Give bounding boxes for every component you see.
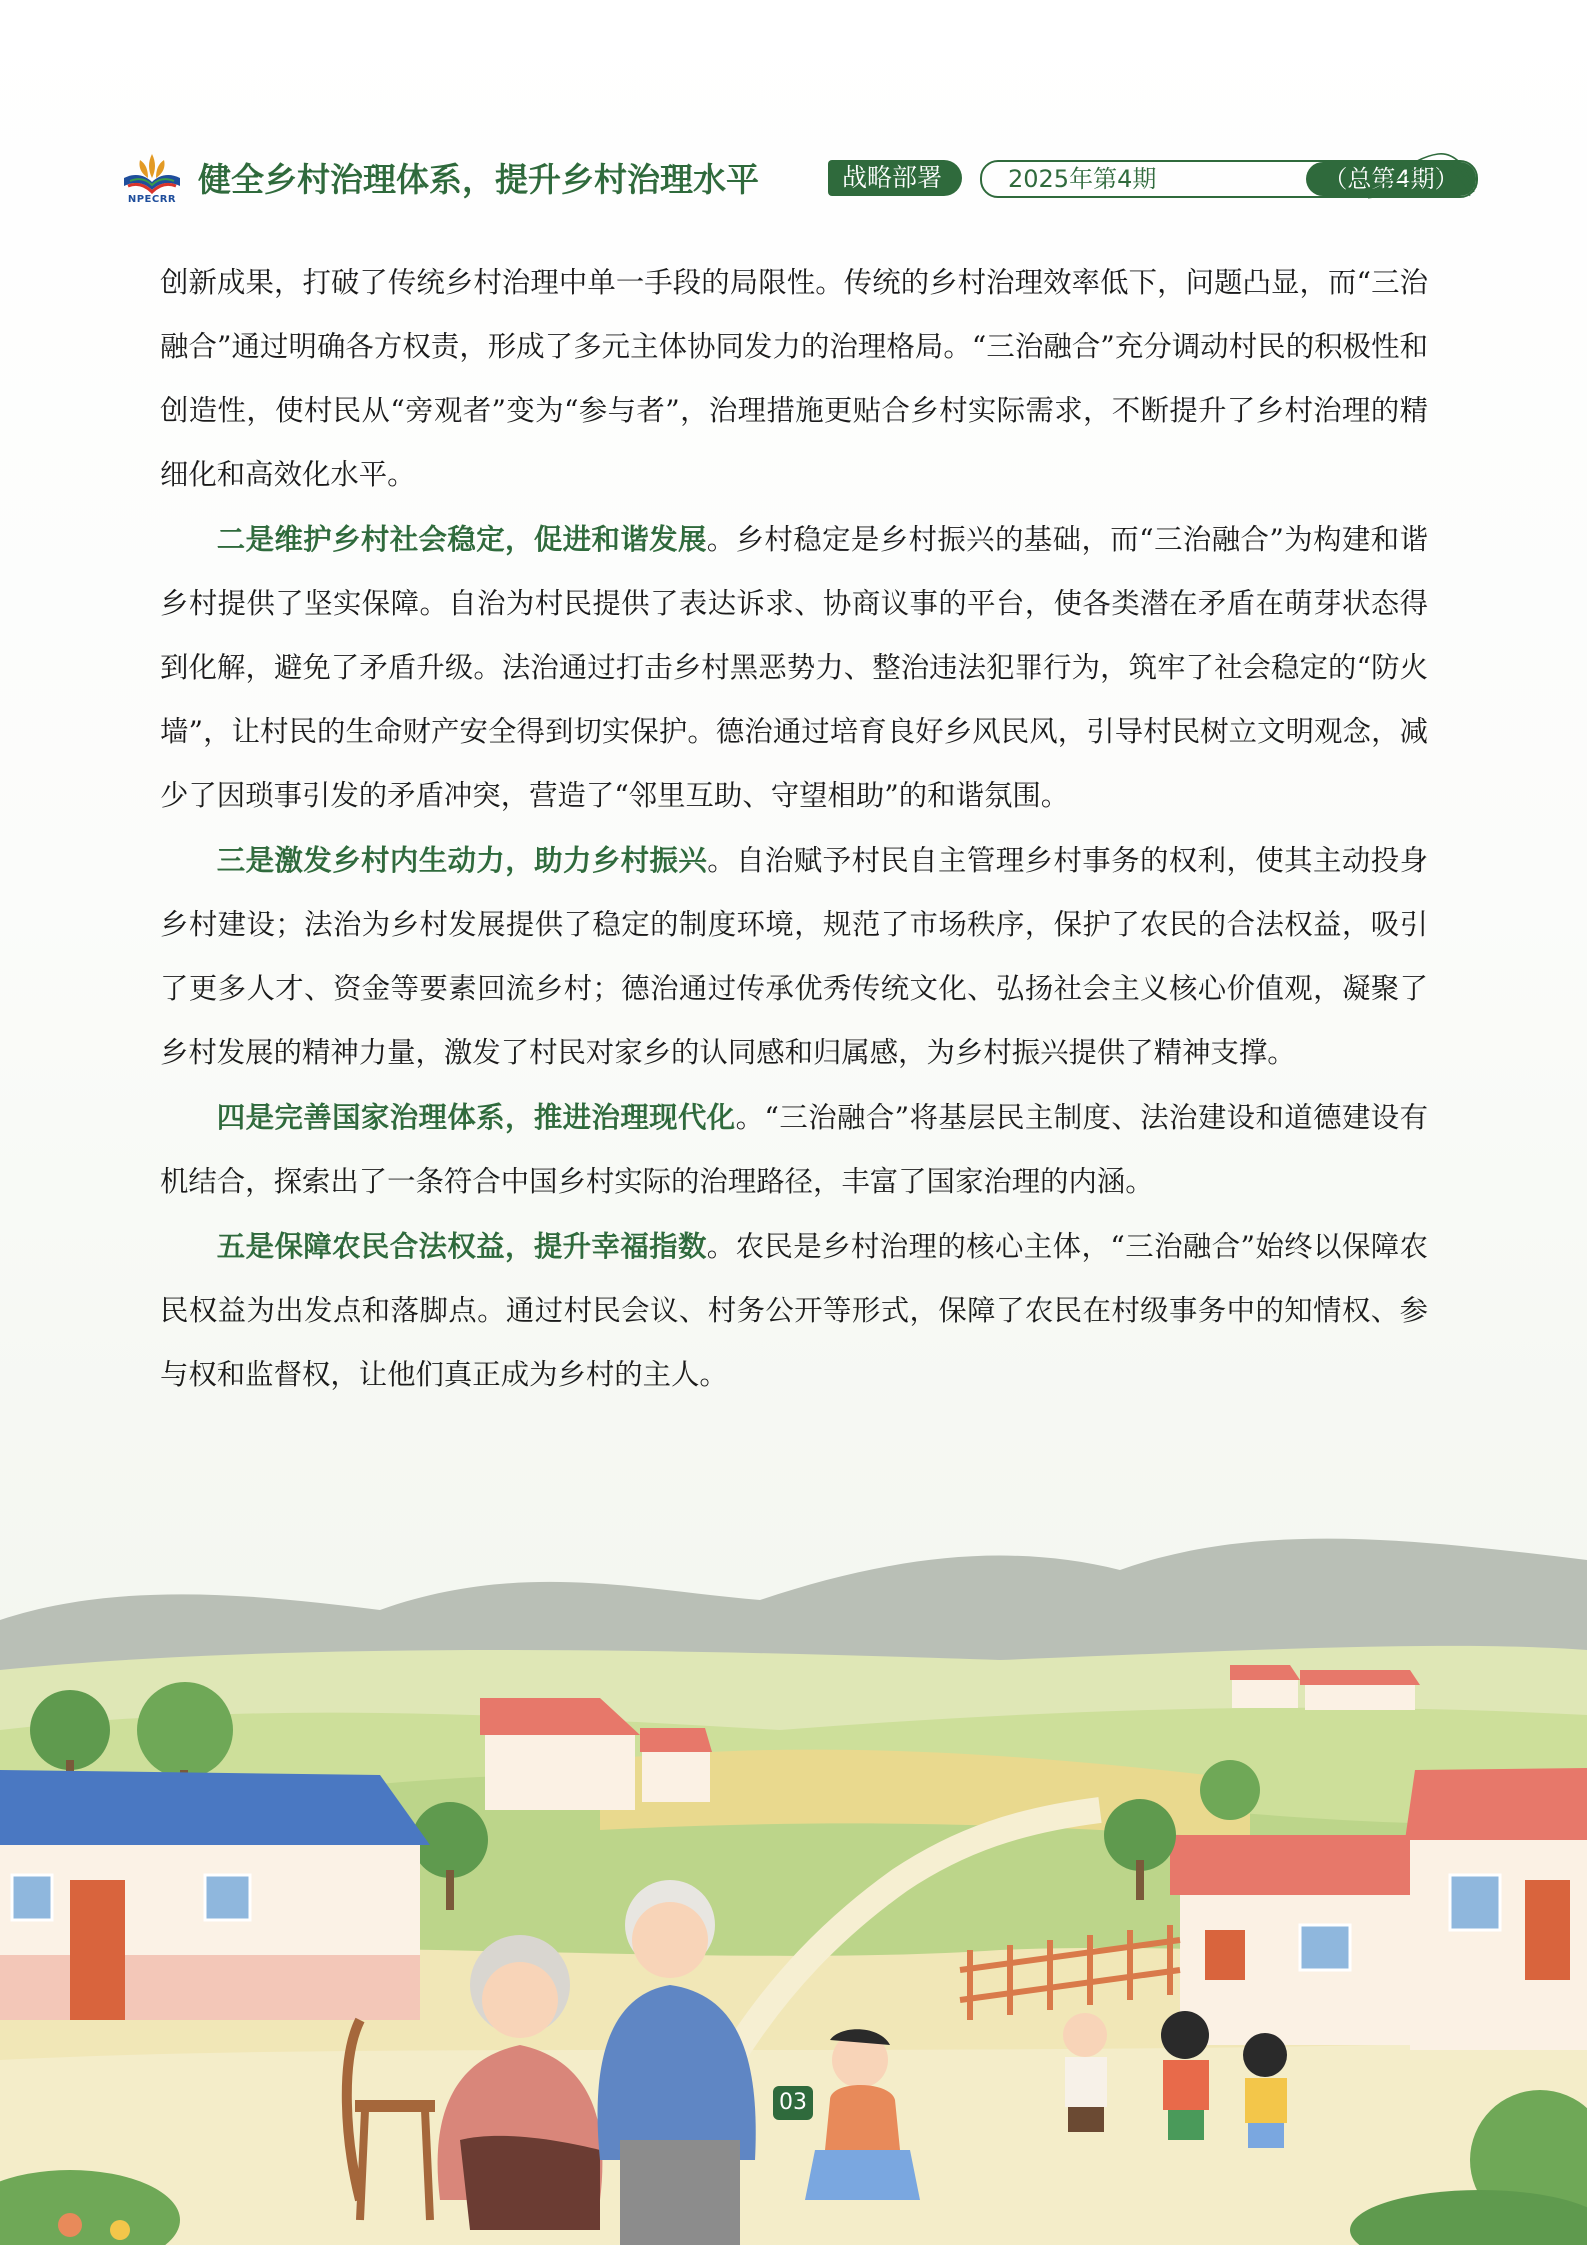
issue-number: 2025年第4期 [1008, 165, 1157, 193]
paragraph-5: 五是保障农民合法权益，提升幸福指数。农民是乡村治理的核心主体，“三治融合”始终以保障农民权益为出发点和落脚点。通过村民会议、村务公开等形式，保障了农民在村级事务中的知情权、参与权和监督权，让他们真正成为乡村的主人。 [160, 1229, 1428, 1391]
section-tag: 战略部署 [828, 160, 962, 196]
wheat-book-logo-icon [118, 148, 186, 196]
logo-text: NPECRR [127, 194, 177, 205]
paragraph-2: 二是维护乡村社会稳定，促进和谐发展。乡村稳定是乡村振兴的基础，而“三治融合”为构建和谐乡村提供了坚实保障。自治为村民提供了表达诉求、协商议事的平台，使各类潜在矛盾在萌芽状态得到化解，避免了矛盾升级。法治通过打击乡村黑恶势力、整治违法犯罪行为，筑牢了社会稳定的“防火墙”，让村民的生命财产安全得到切实保护。德治通过培育良好乡风民风，引导村民树立文明观念，减少了因琐事引发的矛盾冲突，营造了“邻里互助、守望相助”的和谐氛围。 [160, 522, 1428, 812]
paragraph-lead: 三是激发乡村内生动力，助力乡村振兴 [216, 843, 708, 877]
paragraph-1: 创新成果，打破了传统乡村治理中单一手段的局限性。传统的乡村治理效率低下，问题凸显，而“三治融合”通过明确各方权责，形成了多元主体协同发力的治理格局。“三治融合”充分调动村民的积极性和创造性，使村民从“旁观者”变为“参与者”，治理措施更贴合乡村实际需求，不断提升了乡村治理的精细化和高效化水平。 [160, 266, 1428, 491]
paragraph-3: 三是激发乡村内生动力，助力乡村振兴。自治赋予村民自主管理乡村事务的权利，使其主动投身乡村建设；法治为乡村发展提供了稳定的制度环境，规范了市场秩序，保护了农民的合法权益，吸引了更多人才、资金等要素回流乡村；德治通过传承优秀传统文化、弘扬社会主义核心价值观，凝聚了乡村发展的精神力量，激发了村民对家乡的认同感和归属感，为乡村振兴提供了精神支撑。 [160, 843, 1428, 1069]
article-body [160, 250, 1428, 1407]
paragraph-lead: 四是完善国家治理体系，推进治理现代化 [216, 1100, 736, 1134]
header-title: 健全乡村治理体系，提升乡村治理水平 [198, 160, 759, 199]
paragraph-lead: 五是保障农民合法权益，提升幸福指数 [216, 1229, 707, 1263]
hills-decoration-icon [1358, 148, 1478, 200]
page-number: 03 [773, 2086, 813, 2120]
npecrr-logo [118, 148, 186, 208]
paragraph-lead: 二是维护乡村社会稳定，促进和谐发展 [216, 522, 707, 556]
page-header [118, 148, 1473, 208]
paragraph-4: 四是完善国家治理体系，推进治理现代化。“三治融合”将基层民主制度、法治建设和道德建设有机结合，探索出了一条符合中国乡村实际的治理路径，丰富了国家治理的内涵。 [160, 1100, 1428, 1198]
issue-total: （总第4期） [1306, 162, 1476, 196]
village-illustration [0, 1500, 1587, 2245]
